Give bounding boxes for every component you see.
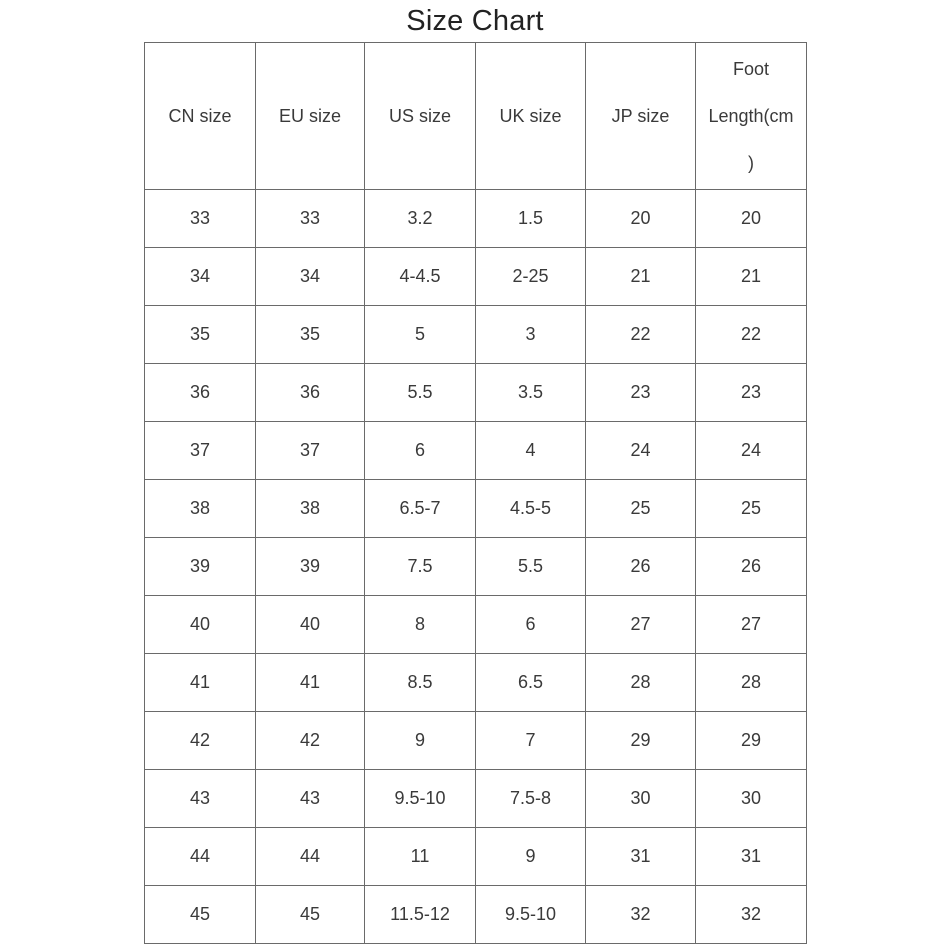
cell-jp-size: 32 [586, 886, 696, 944]
cell-cn-size: 40 [145, 596, 256, 654]
page-title: Size Chart [406, 5, 544, 37]
table-row [145, 712, 807, 770]
cell-jp-size: 28 [586, 654, 696, 712]
table-row [145, 596, 807, 654]
cell-jp-size: 21 [586, 248, 696, 306]
cell-uk-size: 9.5-10 [476, 886, 586, 944]
cell-us-size: 8 [365, 596, 476, 654]
cell-eu-size: 40 [256, 596, 365, 654]
cell-cn-size: 35 [145, 306, 256, 364]
table-row [145, 422, 807, 480]
cell-jp-size: 29 [586, 712, 696, 770]
cell-us-size: 9.5-10 [365, 770, 476, 828]
cell-jp-size: 22 [586, 306, 696, 364]
cell-uk-size: 6.5 [476, 654, 586, 712]
cell-us-size: 8.5 [365, 654, 476, 712]
table-row [145, 190, 807, 248]
cell-us-size: 7.5 [365, 538, 476, 596]
cell-cn-size: 42 [145, 712, 256, 770]
header-uk-size: UK size [476, 43, 586, 190]
cell-eu-size: 38 [256, 480, 365, 538]
cell-foot-length: 27 [696, 596, 807, 654]
header-foot-length-line: ) [748, 152, 754, 173]
table-row [145, 248, 807, 306]
cell-eu-size: 44 [256, 828, 365, 886]
table-header-row [145, 43, 807, 190]
header-foot-length-line: Length(cm [708, 105, 794, 126]
table-row [145, 364, 807, 422]
cell-cn-size: 43 [145, 770, 256, 828]
cell-us-size: 11 [365, 828, 476, 886]
table-row [145, 306, 807, 364]
cell-uk-size: 7.5-8 [476, 770, 586, 828]
table-row [145, 480, 807, 538]
cell-uk-size: 2-25 [476, 248, 586, 306]
cell-jp-size: 27 [586, 596, 696, 654]
cell-cn-size: 41 [145, 654, 256, 712]
cell-uk-size: 4 [476, 422, 586, 480]
cell-cn-size: 39 [145, 538, 256, 596]
cell-cn-size: 33 [145, 190, 256, 248]
cell-foot-length: 30 [696, 770, 807, 828]
cell-us-size: 11.5-12 [365, 886, 476, 944]
cell-us-size: 5.5 [365, 364, 476, 422]
cell-eu-size: 37 [256, 422, 365, 480]
header-foot-length-line: Foot [732, 58, 770, 79]
header-eu-size: EU size [256, 43, 365, 190]
cell-uk-size: 1.5 [476, 190, 586, 248]
cell-foot-length: 22 [696, 306, 807, 364]
cell-foot-length: 24 [696, 422, 807, 480]
cell-cn-size: 38 [145, 480, 256, 538]
cell-eu-size: 35 [256, 306, 365, 364]
size-chart-table [144, 42, 807, 944]
cell-uk-size: 3 [476, 306, 586, 364]
cell-eu-size: 36 [256, 364, 365, 422]
cell-cn-size: 36 [145, 364, 256, 422]
cell-foot-length: 32 [696, 886, 807, 944]
cell-eu-size: 42 [256, 712, 365, 770]
cell-uk-size: 3.5 [476, 364, 586, 422]
cell-us-size: 6.5-7 [365, 480, 476, 538]
table-row [145, 770, 807, 828]
cell-cn-size: 44 [145, 828, 256, 886]
cell-foot-length: 28 [696, 654, 807, 712]
cell-foot-length: 20 [696, 190, 807, 248]
cell-us-size: 4-4.5 [365, 248, 476, 306]
header-foot-length [696, 43, 807, 190]
cell-us-size: 6 [365, 422, 476, 480]
cell-foot-length: 31 [696, 828, 807, 886]
cell-jp-size: 26 [586, 538, 696, 596]
cell-uk-size: 4.5-5 [476, 480, 586, 538]
cell-eu-size: 34 [256, 248, 365, 306]
cell-foot-length: 26 [696, 538, 807, 596]
header-us-size: US size [365, 43, 476, 190]
table-row [145, 654, 807, 712]
header-cn-size: CN size [145, 43, 256, 190]
cell-uk-size: 5.5 [476, 538, 586, 596]
cell-foot-length: 23 [696, 364, 807, 422]
cell-uk-size: 6 [476, 596, 586, 654]
cell-uk-size: 9 [476, 828, 586, 886]
cell-uk-size: 7 [476, 712, 586, 770]
cell-foot-length: 29 [696, 712, 807, 770]
header-jp-size: JP size [586, 43, 696, 190]
table-row [145, 538, 807, 596]
cell-foot-length: 25 [696, 480, 807, 538]
table-row [145, 886, 807, 944]
cell-foot-length: 21 [696, 248, 807, 306]
cell-jp-size: 25 [586, 480, 696, 538]
cell-jp-size: 30 [586, 770, 696, 828]
cell-eu-size: 43 [256, 770, 365, 828]
cell-cn-size: 37 [145, 422, 256, 480]
cell-jp-size: 20 [586, 190, 696, 248]
cell-cn-size: 45 [145, 886, 256, 944]
cell-jp-size: 24 [586, 422, 696, 480]
cell-eu-size: 41 [256, 654, 365, 712]
cell-us-size: 9 [365, 712, 476, 770]
cell-eu-size: 39 [256, 538, 365, 596]
cell-us-size: 3.2 [365, 190, 476, 248]
cell-eu-size: 33 [256, 190, 365, 248]
table-row [145, 828, 807, 886]
cell-cn-size: 34 [145, 248, 256, 306]
cell-eu-size: 45 [256, 886, 365, 944]
cell-jp-size: 31 [586, 828, 696, 886]
cell-jp-size: 23 [586, 364, 696, 422]
cell-us-size: 5 [365, 306, 476, 364]
